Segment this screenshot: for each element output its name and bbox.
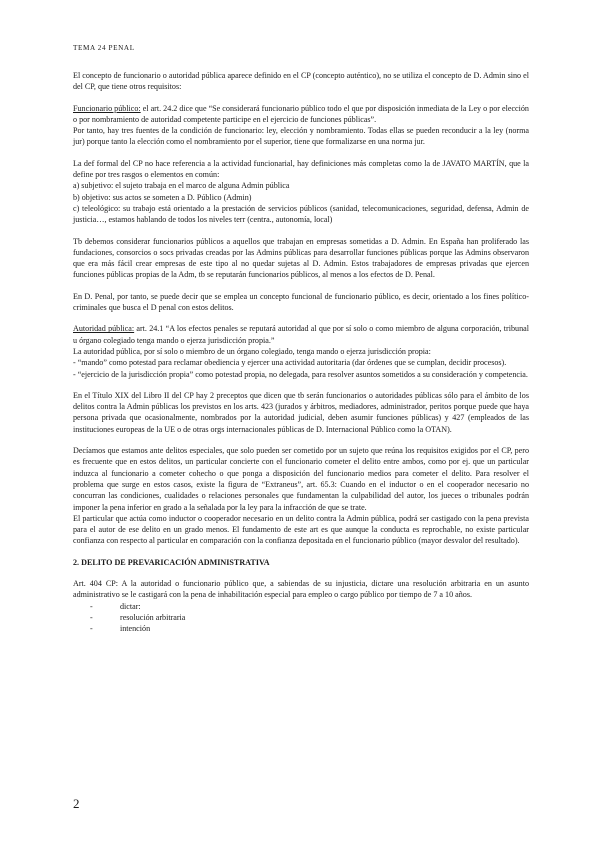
- element-list: [73, 601, 529, 635]
- term-autoridad: Autoridad pública:: [73, 324, 135, 334]
- paragraph-particular: El particular que actúa como inductor o cooperador necesario en un delito contra la Admin pública, podrá ser castigado con la pena prevista para el autor de ese delito en un grado menos. El fundamento de este art es que aunque la conducta es reprochable, no existe particular confianza con respecto al particular en comparación con la confianza depositada en el funcionario público (mayor desvalor del resultado).: [73, 513, 529, 546]
- paragraph-autoridad-2: La autoridad pública, por sí solo o miembro de un órgano colegiado, tenga mando o ejerza jurisdicción propia:: [73, 346, 431, 356]
- paragraph-javato: La def formal del CP no hace referencia a la actividad funcionarial, hay definiciones más completas como la de JAVATO MARTÍN, que la define por tres rasgos o elementos en común:: [73, 158, 529, 180]
- autoridad-definition: art. 24.1 “A los efectos penales se reputará autoridad al que por sí solo o como miembro de alguna corporación, tribunal u órgano colegiado tenga mando o ejerza jurisdicción propia.”: [73, 324, 529, 345]
- page-number: 2: [73, 796, 80, 811]
- list-item: b) objetivo: sus actos se someten a D. Público (Admin): [73, 192, 252, 202]
- list-item: - resolución arbitraria: [90, 612, 529, 623]
- list-item: a) subjetivo: el sujeto trabaja en el marco de alguna Admin pública: [73, 181, 290, 191]
- paragraph-intro: El concepto de funcionario o autoridad pública aparece definido en el CP (concepto auténtico), no se utiliza el concepto de D. Admin sino el del CP, que tiene otros requisitos:: [73, 71, 529, 92]
- paragraph-funcionario-sources: Por tanto, hay tres fuentes de la condición de funcionario: ley, elección y nombramiento. Todas ellas se pueden reconducir a la ley (norma jur) porque tanto la elección como el nombramiento por el superior, tiene que formalizarse en una norma jur.: [73, 126, 529, 147]
- running-header: TEMA 24 PENAL: [73, 44, 135, 52]
- paragraph-titulo-xix: En el Título XIX del Libro II del CP hay 2 preceptos que dicen que tb serán funcionarios o autoridades públicas sólo para el ámbito de los delitos contra la Admin públicas los previstos en los arts. 423 (jurados y árbitros, mediadores, administrador, peritos porque puede que haya persona privada que ocasionalmente, nombrados por la autoridad judicial, deben asumir funciones públicas) y 427 (empleados de las instituciones europeas de la UE o de otras orgs internacionales públicas de D. Internacional Público como la OTAN).: [73, 390, 529, 434]
- funcionario-definition: el art. 24.2 dice que “Se considerará funcionario público todo el que por disposición inmediata de la Ley o por elección o por nombramiento de autoridad competente participe en el ejercicio de funciones públicas”.: [73, 103, 529, 124]
- list-item: c) teleológico: su trabajo está orientado a la prestación de servicios públicos (sanidad, telecomunicaciones, seguridad, defensa, Admin de justicia…, estamos hablando de todos los niveles terr (centra., autonomía, local): [73, 203, 529, 225]
- document-body: [73, 70, 529, 634]
- list-item: - intención: [90, 623, 529, 634]
- paragraph-mando: - “mando” como potestad para reclamar obediencia y ejercer una actividad autoritaria (dar órdenes que se cumplan, decidir procesos).: [73, 358, 507, 368]
- section-heading: 2. DELITO DE PREVARICACIÓN ADMINISTRATIVA: [73, 557, 270, 567]
- paragraph-jurisdiccion: - “ejercicio de la jurisdicción propia” como potestad propia, no delegada, para resolver asuntos sometidos a su consideración y competencia.: [73, 369, 528, 379]
- paragraph-funcionario: [73, 103, 529, 126]
- paragraph-empresas: Tb debemos considerar funcionarios públicos a aquellos que trabajan en empresas sometidas a D. Admin. En España han proliferado las fundaciones, consorcios o socs privadas creadas por las Admins públicas para desarrollar funciones públicas porque las Admins observaron que era más fácil crear empresas de este tipo al no quedar sujetas al D. Admin. Estos trabajadores de empresas privadas que ejercen funciones públicas propias de la Adm, tb se reputarán funcionarios públicos, al menos a los efectos de D. Penal.: [73, 236, 529, 280]
- paragraph-art-404: Art. 404 CP: A la autoridad o funcionario público que, a sabiendas de su injusticia, dictare una resolución arbitraria en un asunto administrativo se le castigará con la pena de inhabilitación especial para empleo o cargo público por tiempo de 7 a 10 años.: [73, 578, 529, 600]
- paragraph-concepto-funcional: En D. Penal, por tanto, se puede decir que se emplea un concepto funcional de funcionario público, es decir, orientado a los fines político-criminales que busca el D penal con estos delitos.: [73, 291, 529, 313]
- paragraph-extraneus: Decíamos que estamos ante delitos especiales, que solo pueden ser cometido por un sujeto que reúna los requisitos exigidos por el CP, pero es frecuente que en estos delitos, un particular concierte con el funcionario cometer el delito entre ambos, como por ej. que un particular induzca al funcionario a cometer cohecho o que ponga a disposición del funcionario medios para cometer el delito. Para resolver el problema que surge en estos casos, existe la figura de “Extraneus”, art. 65.3: Cuando en el inductor o en el cooperador necesario no concurran las condiciones, cualidades o relaciones personales que fundamentan la culpabilidad del autor, los jueces o tribunales podrán imponer la pena inferior en grado a la señalada por la ley para la infracción de que se trate.: [73, 446, 529, 512]
- paragraph-autoridad: [73, 323, 529, 346]
- term-funcionario: Funcionario público:: [73, 103, 141, 113]
- list-item: - dictar:: [90, 601, 529, 612]
